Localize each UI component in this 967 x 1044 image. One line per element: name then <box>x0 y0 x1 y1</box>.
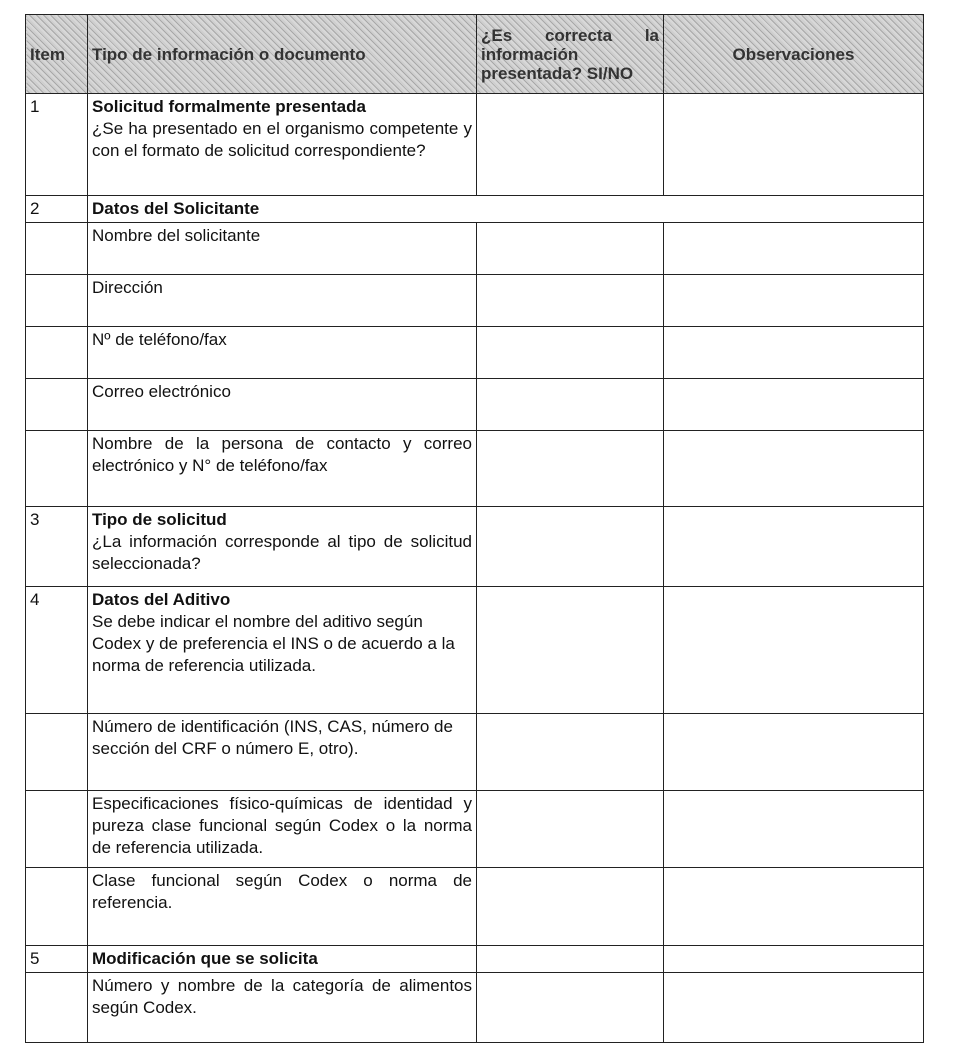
observations-cell[interactable] <box>664 223 924 275</box>
row-title: Datos del Solicitante <box>92 199 260 218</box>
item-number: 2 <box>26 196 88 223</box>
table-row <box>26 973 924 1043</box>
observations-cell[interactable] <box>664 94 924 196</box>
table-row <box>26 431 924 507</box>
observations-cell[interactable] <box>664 868 924 946</box>
row-title: Datos del Aditivo <box>92 590 231 609</box>
table-row <box>26 94 924 196</box>
table-row <box>26 587 924 714</box>
row-text: Nº de teléfono/fax <box>88 327 477 379</box>
answer-cell[interactable] <box>477 223 664 275</box>
row-text: ¿La información corresponde al tipo de solicitud seleccionada? <box>92 532 472 573</box>
header-item: Item <box>26 15 88 94</box>
row-title: Modificación que se solicita <box>92 949 318 968</box>
table-row <box>26 507 924 587</box>
table-row <box>26 946 924 973</box>
table-row <box>26 196 924 223</box>
observations-cell[interactable] <box>664 379 924 431</box>
answer-cell[interactable] <box>477 868 664 946</box>
item-number: 1 <box>26 94 88 196</box>
header-row <box>26 15 924 94</box>
table-row <box>26 379 924 431</box>
answer-cell[interactable] <box>477 431 664 507</box>
table-row <box>26 223 924 275</box>
row-text: ¿Se ha presentado en el organismo competente y con el formato de solicitud correspondiente? <box>92 119 472 160</box>
table-row <box>26 275 924 327</box>
row-text: Correo electrónico <box>88 379 477 431</box>
observations-cell[interactable] <box>664 791 924 868</box>
observations-cell[interactable] <box>664 714 924 791</box>
row-text: Nombre del solicitante <box>88 223 477 275</box>
row-text: Número de identificación (INS, CAS, número de sección del CRF o número E, otro). <box>88 714 477 791</box>
item-number: 4 <box>26 587 88 714</box>
header-correcta: ¿Es correcta la información presentada? SI/NO <box>477 15 664 94</box>
row-text: Número y nombre de la categoría de alimentos según Codex. <box>88 973 477 1043</box>
row-text: Dirección <box>88 275 477 327</box>
observations-cell[interactable] <box>664 507 924 587</box>
answer-cell[interactable] <box>477 379 664 431</box>
item-number: 3 <box>26 507 88 587</box>
observations-cell[interactable] <box>664 431 924 507</box>
answer-cell[interactable] <box>477 275 664 327</box>
observations-cell[interactable] <box>664 327 924 379</box>
answer-cell[interactable] <box>477 714 664 791</box>
table-row <box>26 791 924 868</box>
answer-cell[interactable] <box>477 94 664 196</box>
answer-cell[interactable] <box>477 791 664 868</box>
checklist-table <box>25 14 924 1043</box>
row-text: Clase funcional según Codex o norma de referencia. <box>88 868 477 946</box>
observations-cell[interactable] <box>664 946 924 973</box>
row-text: Especificaciones físico-químicas de identidad y pureza clase funcional según Codex o la norma de referencia utilizada. <box>88 791 477 868</box>
row-title: Tipo de solicitud <box>92 510 227 529</box>
observations-cell[interactable] <box>664 275 924 327</box>
header-observaciones: Observaciones <box>664 15 924 94</box>
answer-cell[interactable] <box>477 946 664 973</box>
answer-cell[interactable] <box>477 973 664 1043</box>
answer-cell[interactable] <box>477 327 664 379</box>
answer-cell[interactable] <box>477 507 664 587</box>
observations-cell[interactable] <box>664 973 924 1043</box>
row-text: Nombre de la persona de contacto y correo electrónico y N° de teléfono/fax <box>88 431 477 507</box>
row-title: Solicitud formalmente presentada <box>92 97 366 116</box>
item-number: 5 <box>26 946 88 973</box>
observations-cell[interactable] <box>664 587 924 714</box>
table-row <box>26 327 924 379</box>
row-text: Se debe indicar el nombre del aditivo según Codex y de preferencia el INS o de acuerdo a la norma de referencia utilizada. <box>92 612 455 675</box>
table-row <box>26 714 924 791</box>
table-row <box>26 868 924 946</box>
header-tipo: Tipo de información o documento <box>88 15 477 94</box>
answer-cell[interactable] <box>477 587 664 714</box>
